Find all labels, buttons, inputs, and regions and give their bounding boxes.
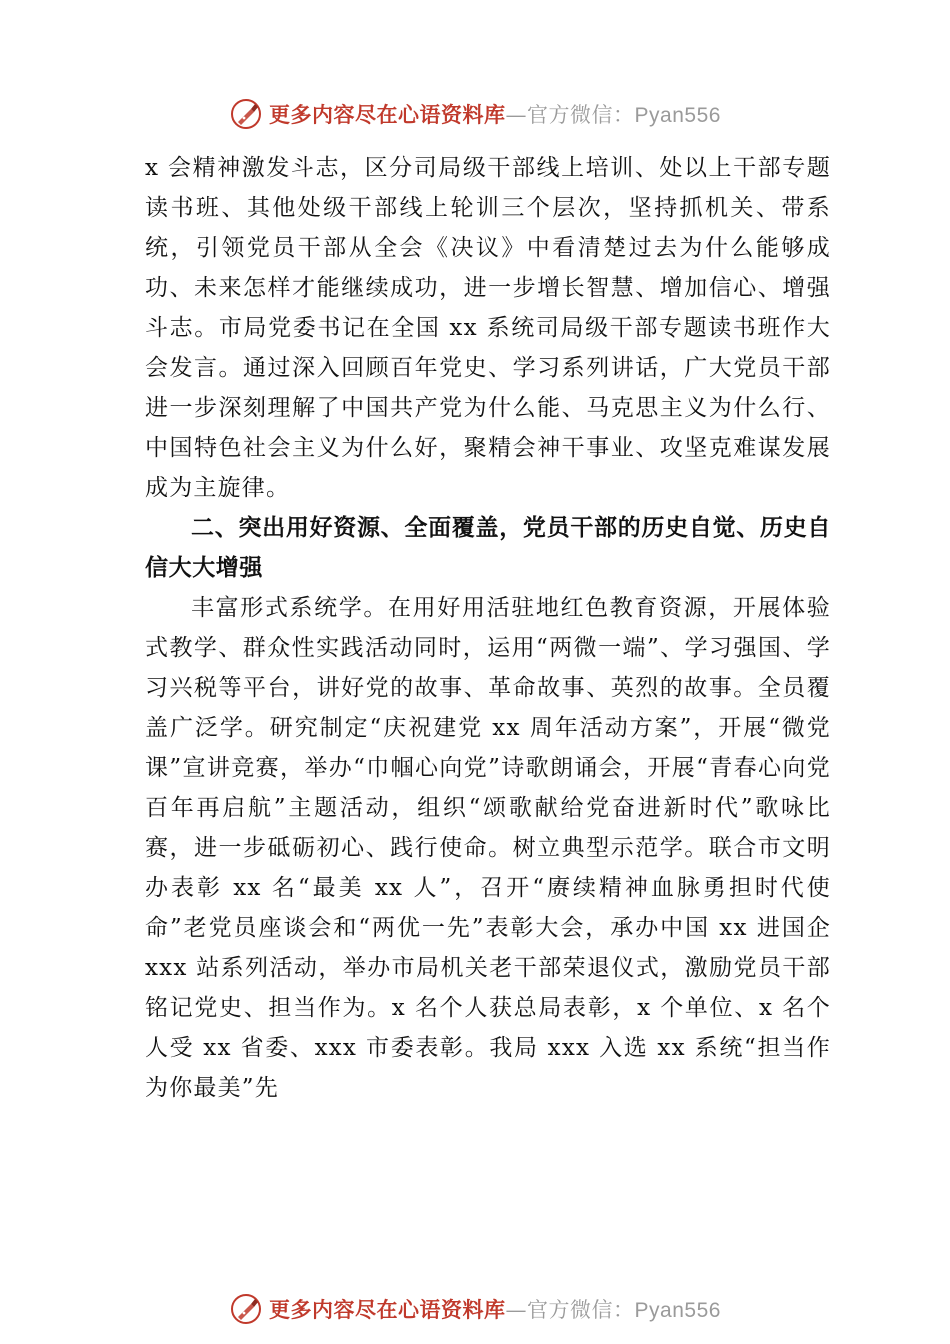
watermark-wechat-id: Pyan556 <box>634 1299 721 1322</box>
watermark-banner-bottom <box>0 1289 950 1329</box>
watermark-text <box>269 99 721 129</box>
section-heading: 二、突出用好资源、全面覆盖，党员干部的历史自觉、历史自信大大增强 <box>145 515 831 581</box>
document-body <box>145 148 831 1108</box>
watermark-banner-top <box>0 94 950 134</box>
watermark-text <box>269 1294 721 1324</box>
watermark-prefix: 更多内容尽在心语资料库 <box>269 102 506 127</box>
paragraph-continued: x 会精神激发斗志，区分司局级干部线上培训、处以上干部专题读书班、其他处级干部线上轮训三个层次，坚持抓机关、带系统，引领党员干部从全会《决议》中看清楚过去为什么能够成功、未来怎样才能继续成功，进一步增长智慧、增加信心、增强斗志。市局党委书记在全国 xx 系统司局级干部专题读书班作大会发言。通过深入回顾百年党史、学习系列讲话，广大党员干部进一步深刻理解了中国共产党为什么能、马克思主义为什么行、中国特色社会主义为什么好，聚精会神干事业、攻坚克难谋发展成为主旋律。 <box>145 155 831 501</box>
watermark-middle: 官方微信： <box>527 103 635 127</box>
pen-nib-circle-icon <box>229 1292 263 1326</box>
watermark-dash: — <box>505 1298 528 1322</box>
pen-nib-circle-icon <box>229 97 263 131</box>
watermark-dash: — <box>505 103 528 127</box>
watermark-middle: 官方微信： <box>527 1298 635 1322</box>
paragraph-body: 丰富形式系统学。在用好用活驻地红色教育资源，开展体验式教学、群众性实践活动同时，运用“两微一端”、学习强国、学习兴税等平台，讲好党的故事、革命故事、英烈的故事。全员覆盖广泛学。研究制定“庆祝建党 xx 周年活动方案”，开展“微党课”宣讲竞赛，举办“巾帼心向党”诗歌朗诵会，开展“青春心向党百年再启航”主题活动，组织“颂歌献给党奋进新时代”歌咏比赛，进一步砥砺初心、践行使命。树立典型示范学。联合市文明办表彰 xx 名“最美 xx 人”，召开“赓续精神血脉勇担时代使命”老党员座谈会和“两优一先”表彰大会，承办中国 xx 进国企 xxx 站系列活动，举办市局机关老干部荣退仪式，激励党员干部铭记党史、担当作为。x 名个人获总局表彰，x 个单位、x 名个人受 xx 省委、xxx 市委表彰。我局 xxx 入选 xx 系统“担当作为你最美”先 <box>145 595 831 1101</box>
watermark-prefix: 更多内容尽在心语资料库 <box>269 1297 506 1322</box>
watermark-wechat-id: Pyan556 <box>634 104 721 127</box>
